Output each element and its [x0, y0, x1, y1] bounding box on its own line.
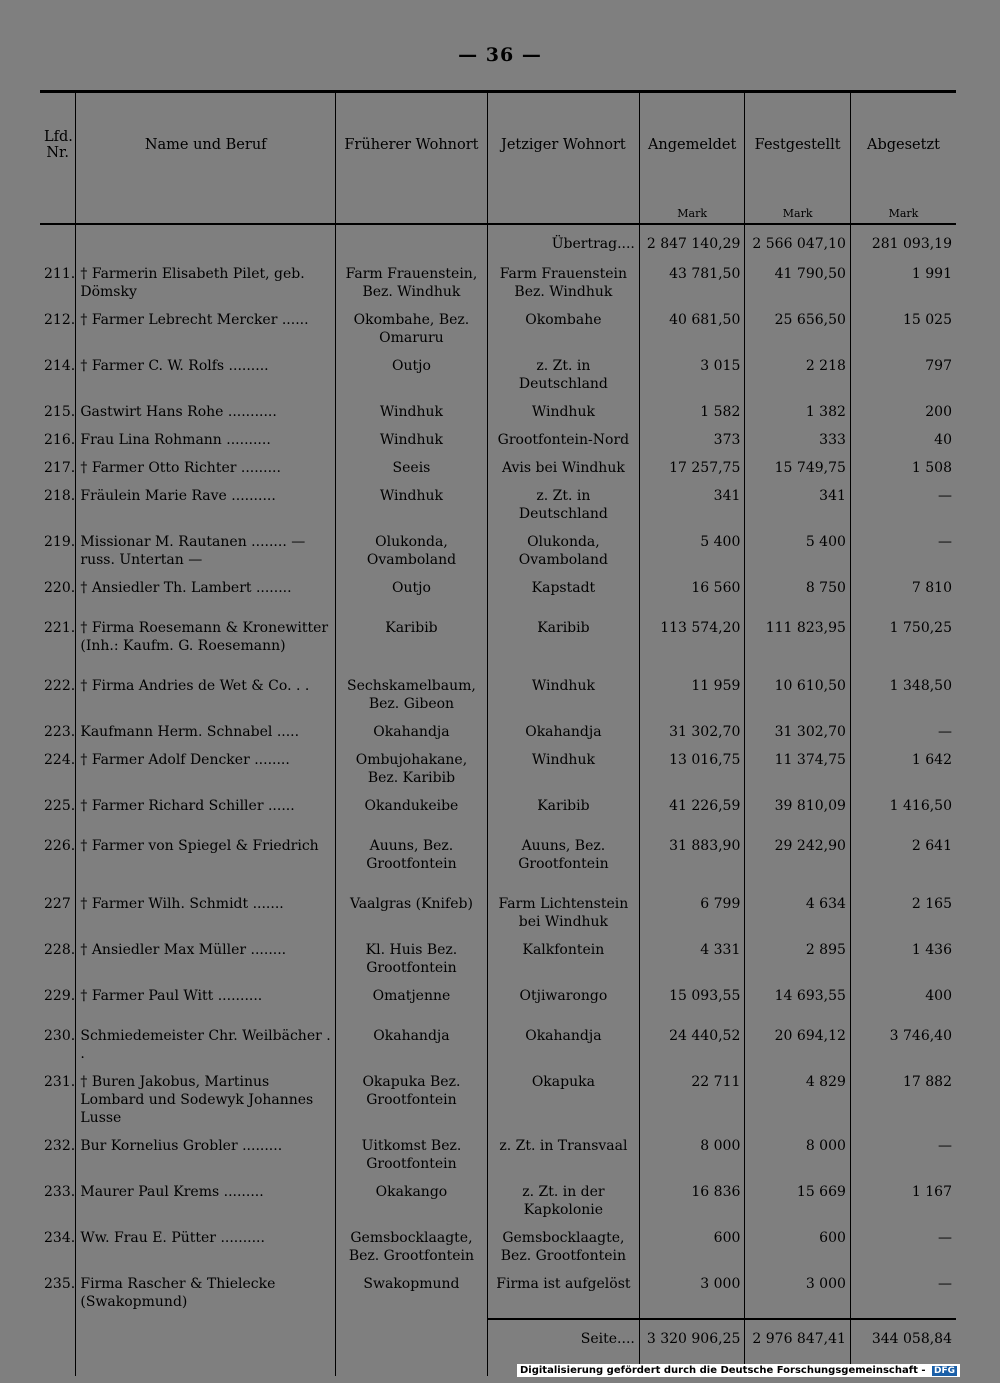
- table-row: [40, 835, 956, 893]
- row-number: 229.: [44, 988, 76, 1004]
- carry-registered: 2 847 140,29: [639, 224, 745, 263]
- row-prev-residence: Farm Frauenstein, Bez. Windhuk: [335, 263, 487, 309]
- table-row: [40, 577, 956, 617]
- total-determined: 2 976 847,41: [745, 1319, 851, 1376]
- row-determined: 20 694,12: [745, 1025, 851, 1071]
- row-determined: 14 693,55: [745, 985, 851, 1025]
- dfg-logo: DFG: [933, 1366, 955, 1376]
- row-name: † Firma Andries de Wet & Co. . .: [76, 675, 336, 721]
- total-registered: 3 320 906,25: [639, 1319, 745, 1376]
- row-name: Maurer Paul Krems .........: [76, 1181, 336, 1227]
- row-deducted: 15 025: [850, 309, 956, 355]
- row-current-residence: Avis bei Windhuk: [487, 457, 639, 485]
- row-name: Bur Kornelius Grobler .........: [76, 1135, 336, 1181]
- row-registered: 3 015: [639, 355, 745, 401]
- row-name: † Farmerin Elisabeth Pilet, geb. Dömsky: [76, 263, 336, 309]
- row-determined: 111 823,95: [745, 617, 851, 675]
- row-name: Kaufmann Herm. Schnabel .....: [76, 721, 336, 749]
- row-prev-residence: Sechskamelbaum, Bez. Gibeon: [335, 675, 487, 721]
- row-deducted: 2 641: [850, 835, 956, 893]
- row-current-residence: Otjiwarongo: [487, 985, 639, 1025]
- table-row: [40, 675, 956, 721]
- carry-determined: 2 566 047,10: [745, 224, 851, 263]
- row-determined: 31 302,70: [745, 721, 851, 749]
- row-determined: 1 382: [745, 401, 851, 429]
- table-row: [40, 1181, 956, 1227]
- row-current-residence: z. Zt. in der Kapkolonie: [487, 1181, 639, 1227]
- row-current-residence: Kapstadt: [487, 577, 639, 617]
- row-deducted: 17 882: [850, 1071, 956, 1135]
- table-row: [40, 795, 956, 835]
- row-name: † Farmer C. W. Rolfs .........: [76, 355, 336, 401]
- row-registered: 341: [639, 485, 745, 531]
- row-prev-residence: Swakopmund: [335, 1273, 487, 1319]
- row-name: † Farmer Richard Schiller ......: [76, 795, 336, 835]
- row-current-residence: Firma ist aufgelöst: [487, 1273, 639, 1319]
- row-registered: 15 093,55: [639, 985, 745, 1025]
- row-name: † Buren Jakobus, Martinus Lombard und Sodewyk Johannes Lusse: [76, 1071, 336, 1135]
- row-deducted: 7 810: [850, 577, 956, 617]
- row-number: 230.: [44, 1028, 76, 1044]
- row-registered: 8 000: [639, 1135, 745, 1181]
- row-registered: 16 836: [639, 1181, 745, 1227]
- header-registered: Angemeldet: [639, 92, 745, 208]
- row-name: Fräulein Marie Rave ..........: [76, 485, 336, 531]
- row-registered: 113 574,20: [639, 617, 745, 675]
- header-row: [40, 92, 956, 208]
- row-determined: 10 610,50: [745, 675, 851, 721]
- row-name: Schmiedemeister Chr. Weilbächer . .: [76, 1025, 336, 1071]
- page-number: — 36 —: [458, 44, 542, 66]
- row-deducted: 1 436: [850, 939, 956, 985]
- row-determined: 600: [745, 1227, 851, 1273]
- row-number: 222.: [44, 678, 76, 694]
- row-current-residence: z. Zt. in Transvaal: [487, 1135, 639, 1181]
- row-name: Firma Rascher & Thielecke (Swakopmund): [76, 1273, 336, 1319]
- row-prev-residence: Outjo: [335, 355, 487, 401]
- row-name: † Farmer Adolf Dencker ........: [76, 749, 336, 795]
- row-determined: 8 000: [745, 1135, 851, 1181]
- row-prev-residence: Vaalgras (Knifeb): [335, 893, 487, 939]
- row-name: † Farmer Otto Richter .........: [76, 457, 336, 485]
- row-number: 212.: [44, 312, 76, 328]
- row-registered: 1 582: [639, 401, 745, 429]
- row-registered: 43 781,50: [639, 263, 745, 309]
- carry-over-row: [40, 224, 956, 263]
- row-name: † Ansiedler Max Müller ........: [76, 939, 336, 985]
- row-prev-residence: Okapuka Bez. Grootfontein: [335, 1071, 487, 1135]
- row-number: 211.: [44, 266, 76, 282]
- row-prev-residence: Omatjenne: [335, 985, 487, 1025]
- table-row: [40, 309, 956, 355]
- row-determined: 41 790,50: [745, 263, 851, 309]
- row-prev-residence: Ombujohakane, Bez. Karibib: [335, 749, 487, 795]
- row-prev-residence: Auuns, Bez. Grootfontein: [335, 835, 487, 893]
- row-prev-residence: Okandukeibe: [335, 795, 487, 835]
- row-deducted: —: [850, 1227, 956, 1273]
- row-current-residence: Karibib: [487, 617, 639, 675]
- row-name: † Farmer Wilh. Schmidt .......: [76, 893, 336, 939]
- row-number: 224.: [44, 752, 76, 768]
- row-determined: 4 829: [745, 1071, 851, 1135]
- row-prev-residence: Gemsbocklaagte, Bez. Grootfontein: [335, 1227, 487, 1273]
- row-registered: 373: [639, 429, 745, 457]
- footer-text: Digitalisierung gefördert durch die Deutsche Forschungsgemeinschaft -: [519, 1365, 926, 1376]
- row-registered: 31 302,70: [639, 721, 745, 749]
- table-row: [40, 749, 956, 795]
- row-registered: 40 681,50: [639, 309, 745, 355]
- row-registered: 6 799: [639, 893, 745, 939]
- row-deducted: —: [850, 1273, 956, 1319]
- total-label: Seite....: [487, 1319, 639, 1376]
- row-determined: 8 750: [745, 577, 851, 617]
- row-registered: 600: [639, 1227, 745, 1273]
- row-deducted: 400: [850, 985, 956, 1025]
- row-determined: 11 374,75: [745, 749, 851, 795]
- row-determined: 39 810,09: [745, 795, 851, 835]
- row-current-residence: Okahandja: [487, 721, 639, 749]
- row-current-residence: Farm Lichtenstein bei Windhuk: [487, 893, 639, 939]
- row-determined: 29 242,90: [745, 835, 851, 893]
- row-current-residence: Windhuk: [487, 675, 639, 721]
- row-name: Missionar M. Rautanen ........ — russ. Untertan —: [76, 531, 336, 577]
- row-registered: 4 331: [639, 939, 745, 985]
- row-registered: 17 257,75: [639, 457, 745, 485]
- table-row: [40, 485, 956, 531]
- row-number: 225.: [44, 798, 76, 814]
- row-deducted: 1 508: [850, 457, 956, 485]
- row-number: 235.: [44, 1276, 76, 1292]
- footer-credit: [517, 1364, 960, 1377]
- table-row: [40, 939, 956, 985]
- row-prev-residence: Okahandja: [335, 721, 487, 749]
- row-number: 223.: [44, 724, 76, 740]
- row-deducted: 40: [850, 429, 956, 457]
- row-number: 221.: [44, 620, 76, 636]
- row-number: 231.: [44, 1074, 76, 1090]
- row-name: Frau Lina Rohmann ..........: [76, 429, 336, 457]
- table-row: [40, 531, 956, 577]
- row-prev-residence: Okahandja: [335, 1025, 487, 1071]
- row-name: † Farmer Paul Witt ..........: [76, 985, 336, 1025]
- table-row: [40, 985, 956, 1025]
- table-row: [40, 1135, 956, 1181]
- row-current-residence: Okapuka: [487, 1071, 639, 1135]
- row-prev-residence: Karibib: [335, 617, 487, 675]
- row-registered: 11 959: [639, 675, 745, 721]
- row-deducted: 1 348,50: [850, 675, 956, 721]
- row-deducted: 200: [850, 401, 956, 429]
- table-row: [40, 893, 956, 939]
- row-current-residence: Okombahe: [487, 309, 639, 355]
- row-deducted: 1 991: [850, 263, 956, 309]
- row-number: 227: [44, 896, 71, 912]
- total-deducted: 344 058,84: [850, 1319, 956, 1376]
- row-registered: 13 016,75: [639, 749, 745, 795]
- row-deducted: 1 167: [850, 1181, 956, 1227]
- table-row: [40, 1273, 956, 1319]
- row-number: 216.: [44, 432, 76, 448]
- row-name: † Farmer von Spiegel & Friedrich: [76, 835, 336, 893]
- row-number: 232.: [44, 1138, 76, 1154]
- row-name: † Farmer Lebrecht Mercker ......: [76, 309, 336, 355]
- row-registered: 41 226,59: [639, 795, 745, 835]
- row-registered: 31 883,90: [639, 835, 745, 893]
- row-name: † Firma Roesemann & Kronewitter (Inh.: Kaufm. G. Roesemann): [76, 617, 336, 675]
- row-prev-residence: Windhuk: [335, 401, 487, 429]
- row-current-residence: Windhuk: [487, 749, 639, 795]
- row-number: 226.: [44, 838, 76, 854]
- row-current-residence: Okahandja: [487, 1025, 639, 1071]
- row-prev-residence: Okakango: [335, 1181, 487, 1227]
- header-prev-residence: Früherer Wohnort: [335, 92, 487, 208]
- row-registered: 5 400: [639, 531, 745, 577]
- row-deducted: —: [850, 531, 956, 577]
- row-determined: 2 218: [745, 355, 851, 401]
- unit-label: Mark: [639, 207, 745, 224]
- row-determined: 333: [745, 429, 851, 457]
- row-prev-residence: Windhuk: [335, 485, 487, 531]
- row-current-residence: Gemsbocklaagte, Bez. Grootfontein: [487, 1227, 639, 1273]
- table-row: [40, 429, 956, 457]
- row-current-residence: Farm Frauenstein Bez. Windhuk: [487, 263, 639, 309]
- row-prev-residence: Seeis: [335, 457, 487, 485]
- row-current-residence: Auuns, Bez. Grootfontein: [487, 835, 639, 893]
- row-prev-residence: Uitkomst Bez. Grootfontein: [335, 1135, 487, 1181]
- row-determined: 5 400: [745, 531, 851, 577]
- unit-label: Mark: [850, 207, 956, 224]
- row-number: 219.: [44, 534, 76, 550]
- row-number: 215.: [44, 404, 76, 420]
- unit-label: Mark: [745, 207, 851, 224]
- row-registered: 3 000: [639, 1273, 745, 1319]
- row-determined: 25 656,50: [745, 309, 851, 355]
- table-row: [40, 355, 956, 401]
- row-number: 217.: [44, 460, 76, 476]
- header-current-residence: Jetziger Wohnort: [487, 92, 639, 208]
- row-deducted: —: [850, 485, 956, 531]
- row-name: Ww. Frau E. Pütter ..........: [76, 1227, 336, 1273]
- row-registered: 16 560: [639, 577, 745, 617]
- row-current-residence: Olukonda, Ovamboland: [487, 531, 639, 577]
- row-determined: 2 895: [745, 939, 851, 985]
- row-deducted: —: [850, 721, 956, 749]
- carry-label: Übertrag....: [487, 224, 639, 263]
- row-current-residence: Windhuk: [487, 401, 639, 429]
- table-row: [40, 721, 956, 749]
- row-deducted: 1 642: [850, 749, 956, 795]
- row-prev-residence: Outjo: [335, 577, 487, 617]
- row-number: 220.: [44, 580, 76, 596]
- row-determined: 341: [745, 485, 851, 531]
- row-prev-residence: Okombahe, Bez. Omaruru: [335, 309, 487, 355]
- carry-deducted: 281 093,19: [850, 224, 956, 263]
- row-determined: 15 749,75: [745, 457, 851, 485]
- header-nr: Lfd. Nr.: [40, 92, 76, 208]
- row-prev-residence: Windhuk: [335, 429, 487, 457]
- row-prev-residence: Kl. Huis Bez. Grootfontein: [335, 939, 487, 985]
- row-name: Gastwirt Hans Rohe ...........: [76, 401, 336, 429]
- row-number: 234.: [44, 1230, 76, 1246]
- row-deducted: 1 416,50: [850, 795, 956, 835]
- table-row: [40, 457, 956, 485]
- row-number: 233.: [44, 1184, 76, 1200]
- row-determined: 3 000: [745, 1273, 851, 1319]
- table-row: [40, 1025, 956, 1071]
- header-determined: Festgestellt: [745, 92, 851, 208]
- row-number: 228.: [44, 942, 76, 958]
- unit-row: [40, 207, 956, 224]
- row-current-residence: Kalkfontein: [487, 939, 639, 985]
- row-prev-residence: Olukonda, Ovamboland: [335, 531, 487, 577]
- header-name: Name und Beruf: [76, 92, 336, 208]
- row-number: 214.: [44, 358, 76, 374]
- row-current-residence: Grootfontein-Nord: [487, 429, 639, 457]
- table-row: [40, 1071, 956, 1135]
- row-current-residence: z. Zt. in Deutschland: [487, 485, 639, 531]
- row-determined: 15 669: [745, 1181, 851, 1227]
- table-row: [40, 401, 956, 429]
- row-deducted: 3 746,40: [850, 1025, 956, 1071]
- table-row: [40, 617, 956, 675]
- row-registered: 24 440,52: [639, 1025, 745, 1071]
- row-current-residence: Karibib: [487, 795, 639, 835]
- row-registered: 22 711: [639, 1071, 745, 1135]
- row-deducted: 797: [850, 355, 956, 401]
- header-deducted: Abgesetzt: [850, 92, 956, 208]
- row-deducted: 2 165: [850, 893, 956, 939]
- table-row: [40, 1227, 956, 1273]
- row-number: 218.: [44, 488, 76, 504]
- row-deducted: 1 750,25: [850, 617, 956, 675]
- ledger-table: [40, 90, 956, 1376]
- table-row: [40, 263, 956, 309]
- row-determined: 4 634: [745, 893, 851, 939]
- row-current-residence: z. Zt. in Deutschland: [487, 355, 639, 401]
- row-name: † Ansiedler Th. Lambert ........: [76, 577, 336, 617]
- row-deducted: —: [850, 1135, 956, 1181]
